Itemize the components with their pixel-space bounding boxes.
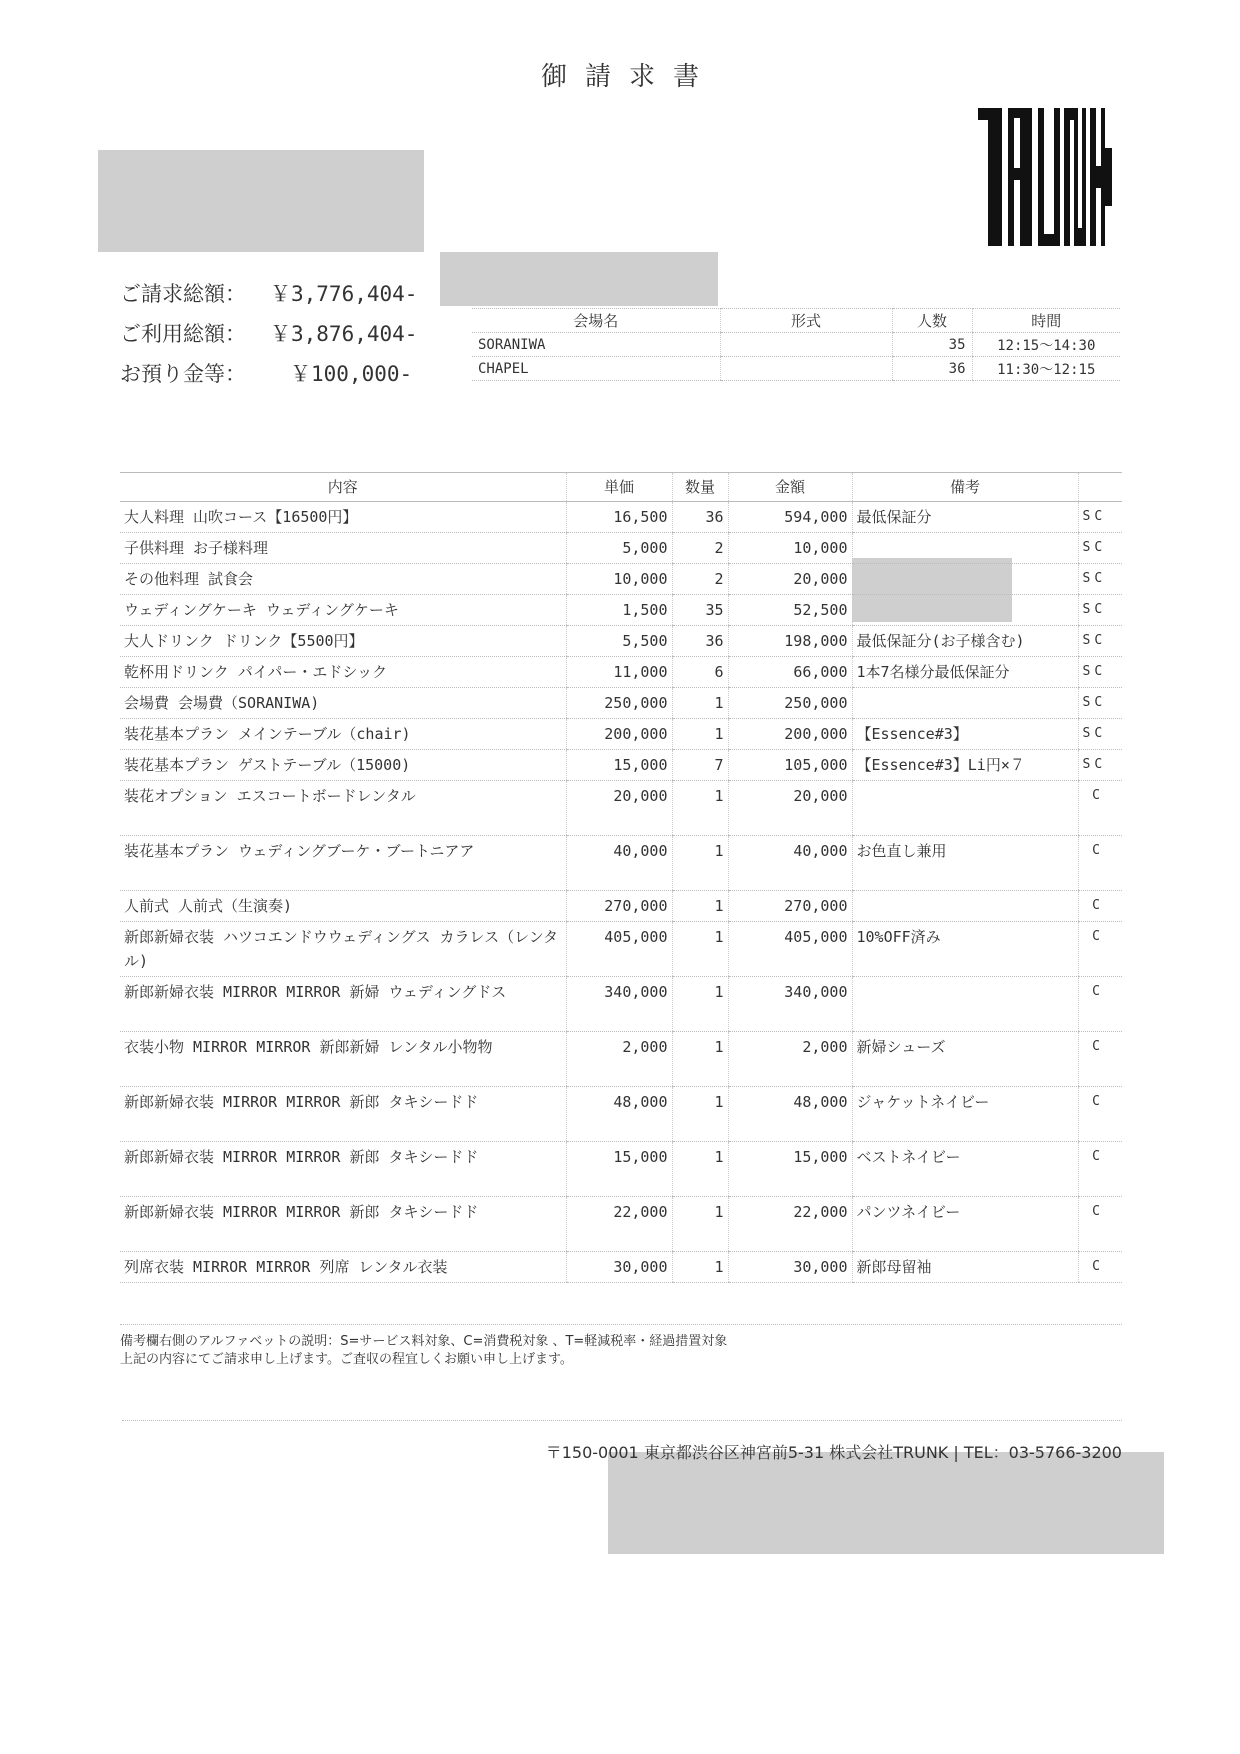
item-content: 衣装小物 MIRROR MIRROR 新郎新婦 レンタル小物物 <box>120 1032 566 1087</box>
venue-time: 11:30〜12:15 <box>972 357 1120 381</box>
item-tax-code: C <box>1078 922 1122 977</box>
item-quantity: 1 <box>672 1252 728 1283</box>
item-amount: 52,500 <box>728 595 852 626</box>
item-content: 新郎新婦衣装 MIRROR MIRROR 新郎 タキシードド <box>120 1087 566 1142</box>
item-note: 新婦シューズ <box>852 1032 1078 1087</box>
item-quantity: 36 <box>672 626 728 657</box>
total-label: お預り金等： <box>120 362 246 386</box>
item-amount: 405,000 <box>728 922 852 977</box>
item-amount: 340,000 <box>728 977 852 1032</box>
item-unit-price: 40,000 <box>566 836 672 891</box>
notes-block <box>120 1324 1122 1369</box>
redacted-stamp <box>608 1452 1164 1554</box>
item-tax-code: SC <box>1078 719 1122 750</box>
venue-name: SORANIWA <box>472 333 720 357</box>
items-table <box>120 472 1122 1283</box>
item-tax-code: C <box>1078 977 1122 1032</box>
item-note: 最低保証分 <box>852 502 1078 533</box>
table-row <box>120 1252 1122 1283</box>
page-title: 御請求書 <box>540 62 717 92</box>
item-quantity: 1 <box>672 836 728 891</box>
item-content: 装花基本プラン ウェディングブーケ・ブートニアア <box>120 836 566 891</box>
table-row <box>120 891 1122 922</box>
item-note: ジャケットネイビー <box>852 1087 1078 1142</box>
item-amount: 30,000 <box>728 1252 852 1283</box>
item-unit-price: 11,000 <box>566 657 672 688</box>
item-quantity: 1 <box>672 1197 728 1252</box>
table-row <box>120 564 1122 595</box>
item-amount: 22,000 <box>728 1197 852 1252</box>
item-content: 新郎新婦衣装 MIRROR MIRROR 新郎 タキシードド <box>120 1197 566 1252</box>
item-tax-code: SC <box>1078 657 1122 688</box>
footer-divider <box>122 1420 1122 1421</box>
items-col-amount: 金額 <box>728 473 852 502</box>
item-tax-code: SC <box>1078 595 1122 626</box>
table-row <box>120 1087 1122 1142</box>
item-content: 大人料理 山吹コース【16500円】 <box>120 502 566 533</box>
item-note <box>852 688 1078 719</box>
item-content: 子供料理 お子様料理 <box>120 533 566 564</box>
venue-header-row <box>472 309 1120 333</box>
item-amount: 250,000 <box>728 688 852 719</box>
item-content: 大人ドリンク ドリンク【5500円】 <box>120 626 566 657</box>
venue-name: CHAPEL <box>472 357 720 381</box>
item-amount: 66,000 <box>728 657 852 688</box>
item-tax-code: SC <box>1078 533 1122 564</box>
item-tax-code: SC <box>1078 502 1122 533</box>
item-amount: 2,000 <box>728 1032 852 1087</box>
item-quantity: 2 <box>672 533 728 564</box>
table-row <box>120 533 1122 564</box>
table-row <box>120 626 1122 657</box>
table-row <box>120 836 1122 891</box>
item-unit-price: 5,500 <box>566 626 672 657</box>
item-unit-price: 200,000 <box>566 719 672 750</box>
item-quantity: 1 <box>672 1087 728 1142</box>
table-row <box>120 1142 1122 1197</box>
total-deposit <box>120 358 420 398</box>
items-col-qty: 数量 <box>672 473 728 502</box>
item-amount: 10,000 <box>728 533 852 564</box>
venue-col-people: 人数 <box>892 309 972 333</box>
item-content: 乾杯用ドリンク パイパー・エドシック <box>120 657 566 688</box>
item-quantity: 6 <box>672 657 728 688</box>
item-note <box>852 564 1078 595</box>
item-note: 【Essence#3】 <box>852 719 1078 750</box>
item-unit-price: 270,000 <box>566 891 672 922</box>
total-label: ご利用総額： <box>120 322 246 346</box>
total-billed <box>120 278 420 318</box>
item-quantity: 1 <box>672 891 728 922</box>
totals-block <box>120 278 420 398</box>
item-quantity: 1 <box>672 688 728 719</box>
item-content: 列席衣装 MIRROR MIRROR 列席 レンタル衣装 <box>120 1252 566 1283</box>
item-content: 人前式 人前式（生演奏) <box>120 891 566 922</box>
total-value: ￥100,000- <box>290 362 413 386</box>
venue-col-format: 形式 <box>720 309 892 333</box>
item-unit-price: 30,000 <box>566 1252 672 1283</box>
item-quantity: 1 <box>672 922 728 977</box>
item-tax-code: SC <box>1078 750 1122 781</box>
notes-line-1: 備考欄右側のアルファベットの説明：S=サービス料対象、C=消費税対象 、T=軽減税率・経過措置対象 <box>120 1334 728 1349</box>
total-used <box>120 318 420 358</box>
item-unit-price: 16,500 <box>566 502 672 533</box>
item-quantity: 7 <box>672 750 728 781</box>
total-label: ご請求総額： <box>120 282 246 306</box>
item-tax-code: C <box>1078 891 1122 922</box>
footer-address: 〒150-0001 東京都渋谷区神宮前5-31 株式会社TRUNK | TEL：03-5766-3200 <box>545 1443 1122 1462</box>
item-note <box>852 595 1078 626</box>
venue-col-time: 時間 <box>972 309 1120 333</box>
item-tax-code: C <box>1078 781 1122 836</box>
venue-people: 35 <box>892 333 972 357</box>
item-quantity: 36 <box>672 502 728 533</box>
venue-format <box>720 357 892 381</box>
items-col-content: 内容 <box>120 473 566 502</box>
item-unit-price: 405,000 <box>566 922 672 977</box>
table-row <box>120 595 1122 626</box>
table-row <box>120 1197 1122 1252</box>
table-row <box>120 688 1122 719</box>
item-content: 新郎新婦衣装 MIRROR MIRROR 新婦 ウェディングドス <box>120 977 566 1032</box>
item-amount: 198,000 <box>728 626 852 657</box>
items-header-row <box>120 473 1122 502</box>
venue-people: 36 <box>892 357 972 381</box>
item-tax-code: C <box>1078 836 1122 891</box>
item-unit-price: 250,000 <box>566 688 672 719</box>
item-tax-code: C <box>1078 1142 1122 1197</box>
table-row <box>120 750 1122 781</box>
item-note: 10%OFF済み <box>852 922 1078 977</box>
item-tax-code: C <box>1078 1197 1122 1252</box>
table-row <box>120 502 1122 533</box>
item-unit-price: 10,000 <box>566 564 672 595</box>
item-unit-price: 340,000 <box>566 977 672 1032</box>
item-content: 新郎新婦衣装 MIRROR MIRROR 新郎 タキシードド <box>120 1142 566 1197</box>
item-content: 装花基本プラン ゲストテーブル（15000) <box>120 750 566 781</box>
table-row <box>120 1032 1122 1087</box>
item-quantity: 1 <box>672 1142 728 1197</box>
item-note: 新郎母留袖 <box>852 1252 1078 1283</box>
table-row <box>120 781 1122 836</box>
trunk-logo <box>978 108 1112 246</box>
table-row <box>120 922 1122 977</box>
item-note: 最低保証分(お子様含む) <box>852 626 1078 657</box>
trunk-logo-icon <box>978 108 1112 246</box>
item-unit-price: 15,000 <box>566 1142 672 1197</box>
item-note: 【Essence#3】Li円×７ <box>852 750 1078 781</box>
item-amount: 15,000 <box>728 1142 852 1197</box>
item-quantity: 1 <box>672 781 728 836</box>
item-tax-code: C <box>1078 1252 1122 1283</box>
item-unit-price: 22,000 <box>566 1197 672 1252</box>
item-note: ベストネイビー <box>852 1142 1078 1197</box>
item-tax-code: C <box>1078 1087 1122 1142</box>
item-amount: 200,000 <box>728 719 852 750</box>
item-note <box>852 977 1078 1032</box>
item-note: 1本7名様分最低保証分 <box>852 657 1078 688</box>
item-quantity: 1 <box>672 977 728 1032</box>
item-unit-price: 48,000 <box>566 1087 672 1142</box>
notes-line-2: 上記の内容にてご請求申し上げます。ご査収の程宜しくお願い申し上げます。 <box>120 1352 573 1367</box>
venue-row <box>472 357 1120 381</box>
item-tax-code: SC <box>1078 688 1122 719</box>
item-amount: 105,000 <box>728 750 852 781</box>
item-content: ウェディングケーキ ウェディングケーキ <box>120 595 566 626</box>
item-quantity: 35 <box>672 595 728 626</box>
total-value: ￥3,776,404- <box>270 282 418 306</box>
item-note: パンツネイビー <box>852 1197 1078 1252</box>
item-quantity: 1 <box>672 1032 728 1087</box>
table-row <box>120 719 1122 750</box>
venue-row <box>472 333 1120 357</box>
item-amount: 594,000 <box>728 502 852 533</box>
item-content: 装花基本プラン メインテーブル（chair) <box>120 719 566 750</box>
item-quantity: 1 <box>672 719 728 750</box>
item-tax-code: SC <box>1078 626 1122 657</box>
item-amount: 20,000 <box>728 564 852 595</box>
item-tax-code: SC <box>1078 564 1122 595</box>
venue-table <box>472 308 1120 381</box>
item-amount: 20,000 <box>728 781 852 836</box>
item-content: その他料理 試食会 <box>120 564 566 595</box>
items-col-code <box>1078 473 1122 502</box>
item-unit-price: 1,500 <box>566 595 672 626</box>
item-amount: 270,000 <box>728 891 852 922</box>
item-tax-code: C <box>1078 1032 1122 1087</box>
item-unit-price: 15,000 <box>566 750 672 781</box>
item-quantity: 2 <box>672 564 728 595</box>
item-unit-price: 2,000 <box>566 1032 672 1087</box>
item-amount: 48,000 <box>728 1087 852 1142</box>
item-note: お色直し兼用 <box>852 836 1078 891</box>
item-unit-price: 20,000 <box>566 781 672 836</box>
items-col-note: 備考 <box>852 473 1078 502</box>
table-row <box>120 977 1122 1032</box>
item-note <box>852 781 1078 836</box>
redacted-recipient <box>98 150 424 252</box>
item-amount: 40,000 <box>728 836 852 891</box>
table-row <box>120 657 1122 688</box>
item-note <box>852 533 1078 564</box>
item-note <box>852 891 1078 922</box>
total-value: ￥3,876,404- <box>270 322 418 346</box>
item-content: 装花オプション エスコートボードレンタル <box>120 781 566 836</box>
items-col-unit: 単価 <box>566 473 672 502</box>
item-unit-price: 5,000 <box>566 533 672 564</box>
venue-time: 12:15〜14:30 <box>972 333 1120 357</box>
item-content: 会場費 会場費（SORANIWA) <box>120 688 566 719</box>
venue-format <box>720 333 892 357</box>
venue-col-name: 会場名 <box>472 309 720 333</box>
item-content: 新郎新婦衣装 ハツコエンドウウェディングス カラレス（レンタル) <box>120 922 566 977</box>
